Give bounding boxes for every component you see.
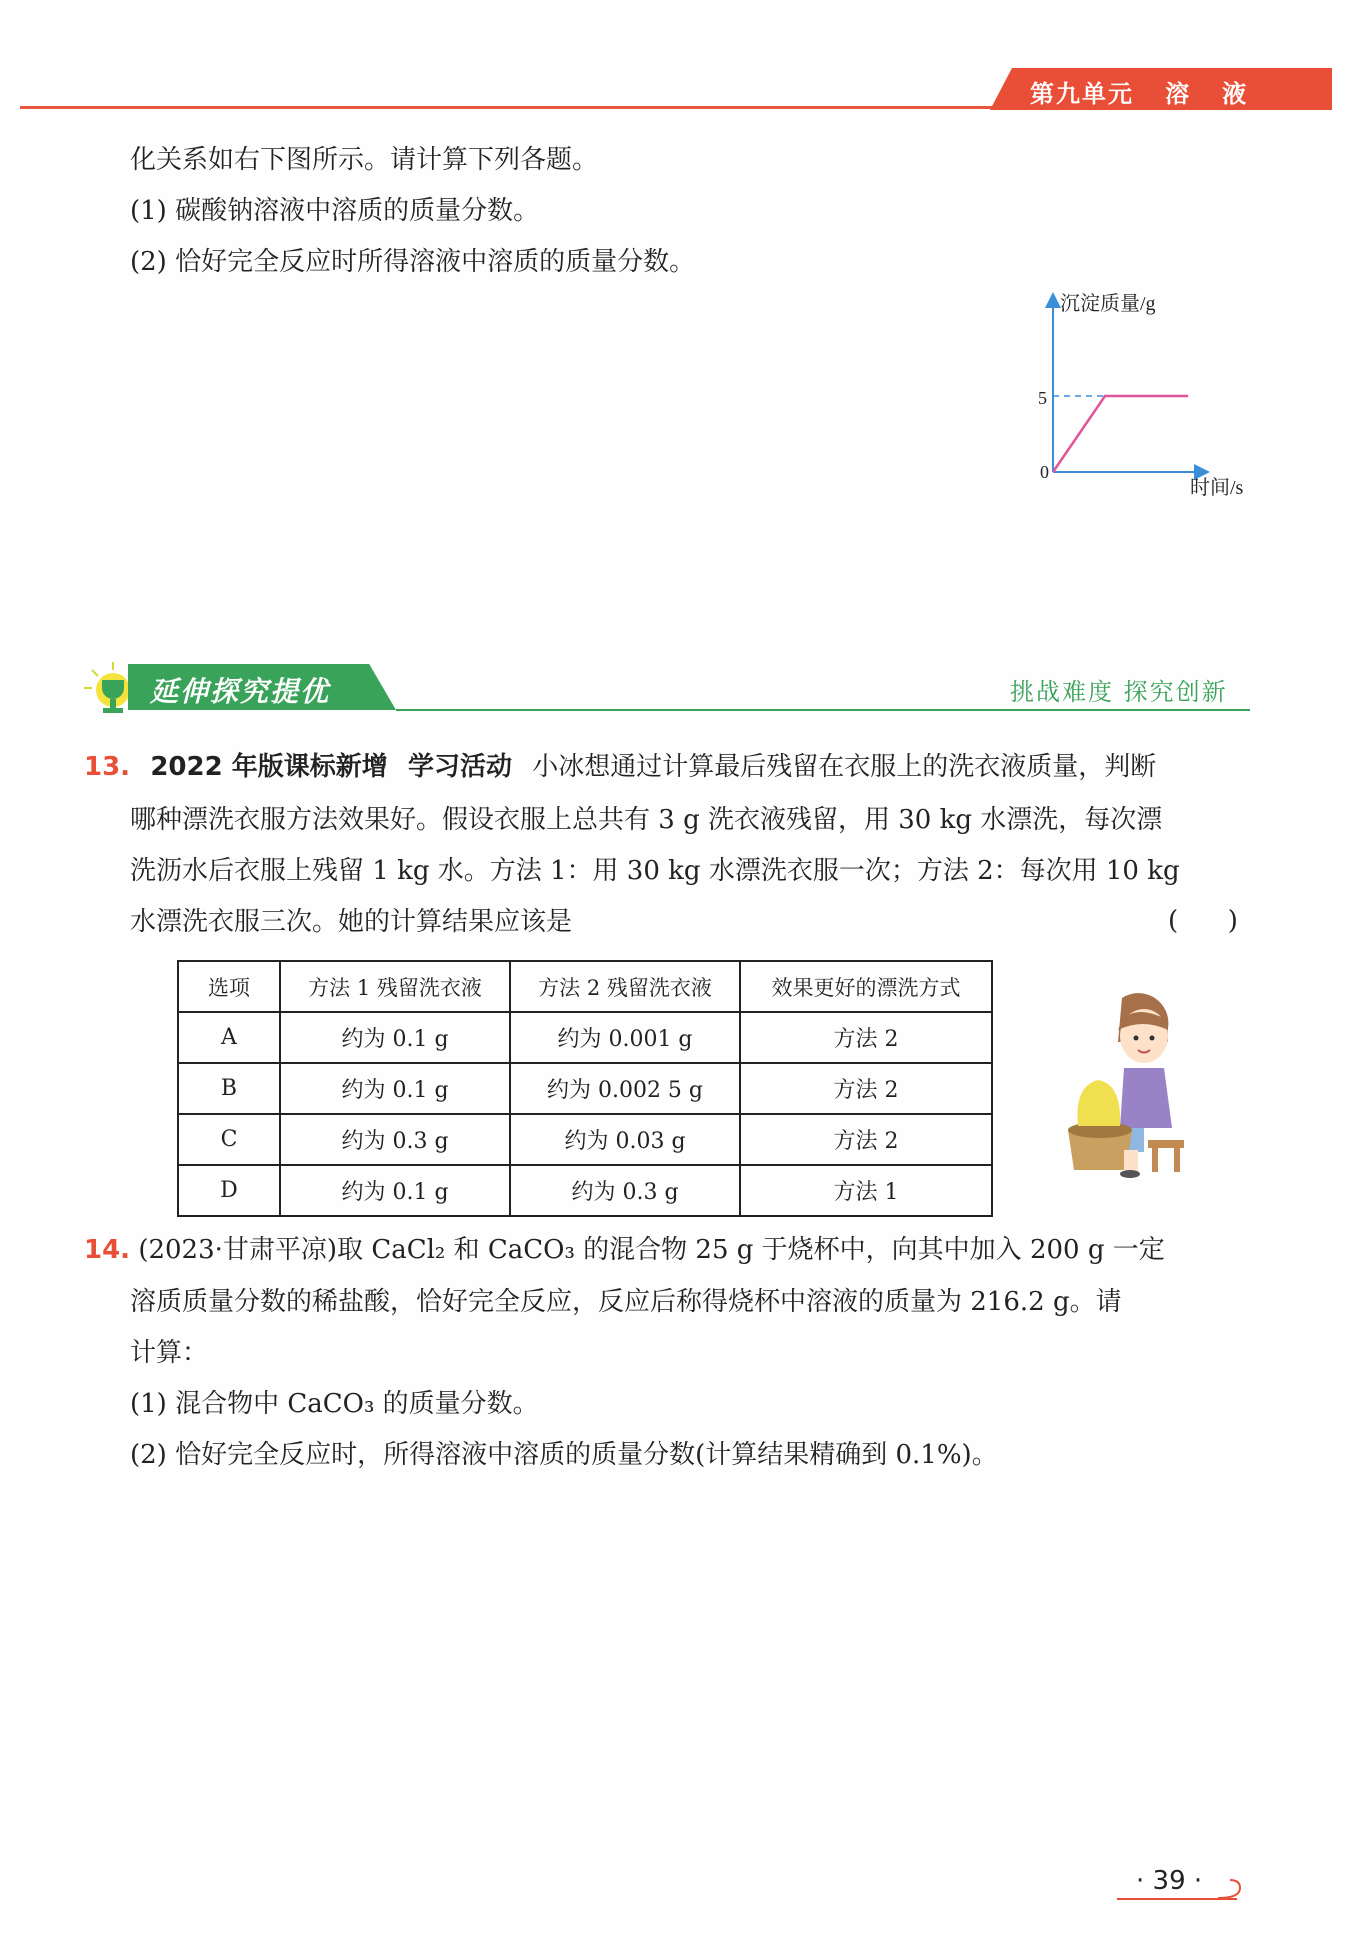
intro-sub-1: (1) 碳酸钠溶液中溶质的质量分数。 [130, 196, 540, 226]
table-cell: 约为 0.1 g [280, 1165, 510, 1216]
table-header: 方法 2 残留洗衣液 [510, 961, 740, 1012]
footer-swirl-icon [1216, 1870, 1246, 1900]
table-header-row [178, 961, 992, 1012]
y-tick-label: 5 [1038, 388, 1047, 408]
precipitate-chart [1010, 292, 1260, 502]
page-number: · 39 · [1136, 1866, 1203, 1896]
table-header: 选项 [178, 961, 280, 1012]
answer-bracket: ( ) [1168, 906, 1238, 936]
table-cell: 约为 0.1 g [280, 1012, 510, 1063]
table-row [178, 1165, 992, 1216]
question-14-sub-1: (1) 混合物中 CaCO₃ 的质量分数。 [130, 1389, 539, 1419]
table-row [178, 1012, 992, 1063]
question-14-line-3: 计算： [130, 1338, 209, 1368]
series-line [1053, 396, 1188, 472]
section-rule [396, 709, 1250, 711]
table-cell: B [178, 1063, 280, 1114]
question-14-sub-2: (2) 恰好完全反应时，所得溶液中溶质的质量分数(计算结果精确到 0.1%)。 [130, 1440, 998, 1470]
unit-title: 第九单元 溶 液 [1030, 80, 1249, 108]
table-cell: 约为 0.03 g [510, 1114, 740, 1165]
curriculum-tag: 2022 年版课标新增 [150, 752, 388, 782]
table-cell: 约为 0.001 g [510, 1012, 740, 1063]
y-tick-label: 0 [1040, 462, 1049, 482]
table-cell: 方法 2 [740, 1012, 992, 1063]
table-header: 效果更好的漂洗方式 [740, 961, 992, 1012]
question-14-line-1 [84, 1232, 1165, 1268]
y-axis-label: 沉淀质量/g [1060, 293, 1156, 315]
table-cell: A [178, 1012, 280, 1063]
x-axis-label: 时间/s [1190, 477, 1244, 499]
table-cell: D [178, 1165, 280, 1216]
question-13-line-1 [84, 749, 1156, 785]
table-cell: 方法 2 [740, 1063, 992, 1114]
table-cell: C [178, 1114, 280, 1165]
intro-sub-2: (2) 恰好完全反应时所得溶液中溶质的质量分数。 [130, 247, 696, 277]
intro-line: 化关系如右下图所示。请计算下列各题。 [130, 145, 599, 175]
question-text: 小冰想通过计算最后残留在衣服上的洗衣液质量，判断 [532, 752, 1157, 782]
section-subtitle: 挑战难度 探究创新 [1010, 678, 1228, 706]
table-cell: 约为 0.3 g [280, 1114, 510, 1165]
girl-washing-illustration [1060, 990, 1200, 1180]
section-title: 延伸探究提优 [150, 675, 331, 708]
activity-tag: 学习活动 [408, 752, 513, 782]
question-14-line-2: 溶质质量分数的稀盐酸，恰好完全反应，反应后称得烧杯中溶液的质量为 216.2 g。请 [130, 1287, 1122, 1317]
table-cell: 约为 0.002 5 g [510, 1063, 740, 1114]
table-header: 方法 1 残留洗衣液 [280, 961, 510, 1012]
table-row [178, 1063, 992, 1114]
question-13-line-4: 水漂洗衣服三次。她的计算结果应该是 [130, 907, 573, 937]
question-13-line-2: 哪种漂洗衣服方法效果好。假设衣服上总共有 3 g 洗衣液残留，用 30 kg 水漂洗，每次漂 [130, 805, 1163, 835]
question-13-line-3: 洗沥水后衣服上残留 1 kg 水。方法 1：用 30 kg 水漂洗衣服一次；方法 2：每次用 10 kg [130, 856, 1180, 886]
table-cell: 约为 0.1 g [280, 1063, 510, 1114]
question-number: 14. [84, 1235, 131, 1265]
question-number: 13. [84, 752, 131, 782]
table-cell: 方法 1 [740, 1165, 992, 1216]
question-text: (2023·甘肃平凉)取 CaCl₂ 和 CaCO₃ 的混合物 25 g 于烧杯中，向其中加入 200 g 一定 [138, 1235, 1165, 1265]
table-row [178, 1114, 992, 1165]
table-cell: 约为 0.3 g [510, 1165, 740, 1216]
table-cell: 方法 2 [740, 1114, 992, 1165]
options-table [177, 960, 993, 1217]
